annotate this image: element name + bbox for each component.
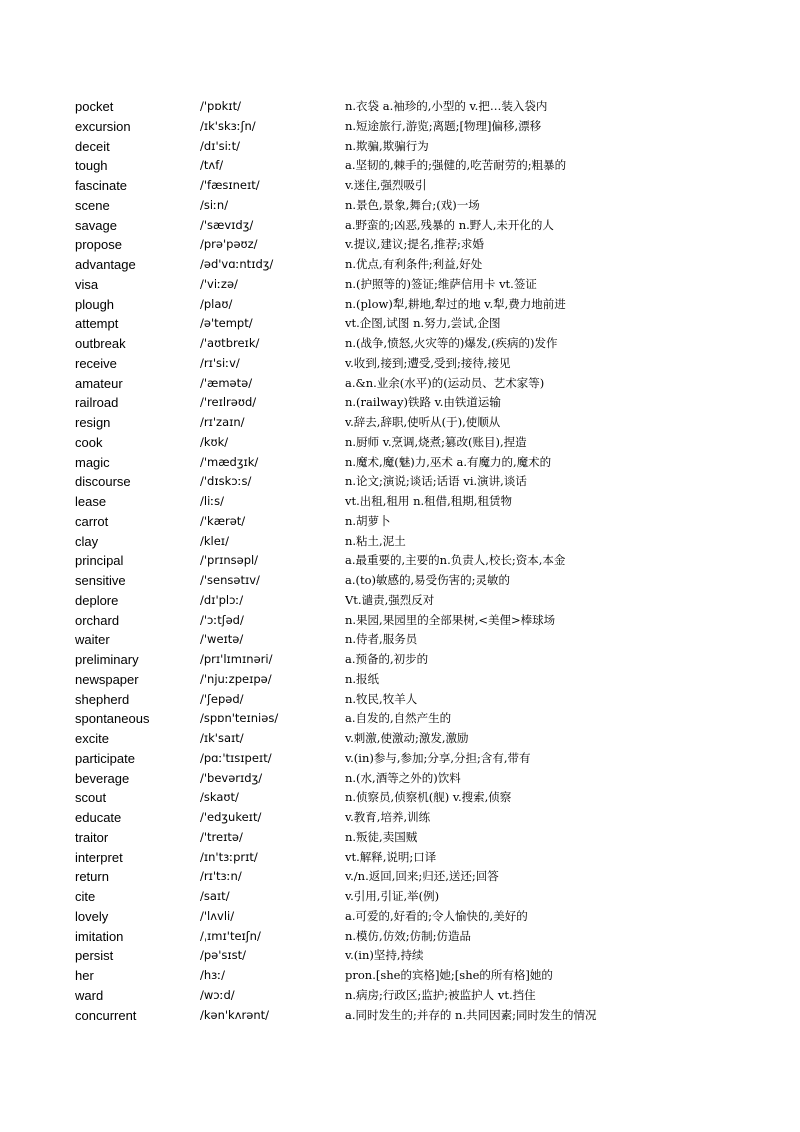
entry-phonetic: /'njuːzpeɪpə/ [200,671,272,686]
entry-phonetic: /hɜː/ [200,968,226,982]
entry-phonetic: /'viːzə/ [200,276,238,291]
vocab-entry [75,314,775,334]
entry-word: carrot [75,513,109,529]
entry-word: resign [75,415,111,430]
vocab-entry [75,374,775,394]
entry-definition: a.坚韧的,棘手的;强健的,吃苦耐劳的;粗暴的 [345,158,567,173]
entry-definition: n.模仿,仿效;仿制;仿造品 [345,928,471,943]
entry-word: fascinate [75,178,128,193]
entry-definition: vt.解释,说明;口译 [345,849,437,864]
entry-phonetic: /'prɪnsəpl/ [200,553,259,568]
entry-word: cite [75,889,96,904]
entry-definition: a.(to)敏感的,易受伤害的;灵敏的 [345,573,511,587]
entry-phonetic: /saɪt/ [200,889,230,903]
entry-definition: a.&n.业余(水平)的(运动员、艺术家等) [345,375,545,390]
vocab-entry [75,848,775,868]
entry-definition: a.预备的,初步的 [345,652,429,666]
vocab-entry [75,334,775,354]
entry-definition: n.论文;演说;谈话;话语 vi.演讲,谈话 [345,474,527,489]
entry-phonetic: /ə'tempt/ [200,316,253,331]
entry-word: her [75,968,94,983]
vocab-entry [75,196,775,216]
entry-word: cook [75,434,103,450]
entry-definition: n.牧民,牧羊人 [345,691,418,706]
vocab-entry [75,808,775,828]
entry-definition: v.刺激,使激动;激发,激励 [345,731,469,745]
vocab-entry [75,571,775,591]
entry-phonetic: /'dɪskɔːs/ [200,474,252,489]
entry-phonetic: /'edʒukeɪt/ [200,810,262,824]
entry-phonetic: /'sensətɪv/ [200,573,260,587]
entry-definition: n.叛徒,卖国贼 [345,829,418,844]
entry-definition: n.病房;行政区;监护;被监护人 vt.挡住 [345,987,536,1002]
entry-word: preliminary [75,652,139,667]
entry-phonetic: /'bevərɪdʒ/ [200,770,263,785]
entry-word: lovely [75,908,109,924]
entry-phonetic: /prə'pəʊz/ [200,237,258,252]
entry-definition: vt.出租,租用 n.租借,租期,租赁物 [345,494,512,508]
entry-word: plough [75,296,115,312]
entry-word: beverage [75,770,130,786]
entry-phonetic: /'weɪtə/ [200,632,244,647]
entry-definition: Vt.谴责,强烈反对 [345,592,435,607]
entry-phonetic: /pə'sɪst/ [200,948,247,963]
entry-phonetic: /'pɒkɪt/ [200,99,241,113]
vocab-entry [75,255,775,275]
entry-word: waiter [75,632,110,648]
entry-phonetic: /liːs/ [200,494,225,508]
entry-word: amateur [75,375,123,391]
entry-word: persist [75,948,114,964]
entry-phonetic: /kʊk/ [200,434,229,449]
vocab-entry [75,749,775,769]
entry-word: interpret [75,849,123,865]
entry-phonetic: /kən'kʌrənt/ [200,1007,269,1022]
entry-word: clay [75,533,99,549]
entry-word: concurrent [75,1007,137,1023]
entry-phonetic: /spɒn'teɪniəs/ [200,711,279,726]
entry-definition: n.粘土,泥土 [345,533,406,548]
entry-definition: a.可爱的,好看的;令人愉快的,美好的 [345,908,528,923]
entry-word: ward [75,987,104,1003]
vocab-entry [75,966,775,986]
entry-definition: a.野蛮的;凶恶,残暴的 n.野人,未开化的人 [345,217,554,232]
vocab-entry [75,492,775,512]
vocab-entry [75,216,775,236]
entry-word: advantage [75,257,136,272]
entry-phonetic: /ɪn'tɜːprɪt/ [200,849,258,864]
vocab-entry [75,690,775,710]
vocab-entry [75,453,775,473]
vocab-entry [75,769,775,789]
entry-word: participate [75,750,135,766]
entry-phonetic: /rɪ'zaɪn/ [200,415,245,429]
entry-definition: a.同时发生的;并存的 n.共同因素;同时发生的情况 [345,1007,597,1022]
entry-phonetic: /skaʊt/ [200,790,239,805]
vocab-entry [75,887,775,907]
entry-definition: v.引用,引证,举(例) [345,889,440,903]
entry-definition: v.迷住,强烈吸引 [345,178,427,192]
vocab-entry [75,986,775,1006]
entry-definition: n.(护照等的)签证;维萨信用卡 vt.签证 [345,276,537,291]
vocab-entry [75,354,775,374]
entry-word: outbreak [75,336,126,351]
entry-word: lease [75,494,107,509]
vocab-entry [75,729,775,749]
entry-definition: v.辞去,辞职,使听从(于),使顺从 [345,415,501,429]
vocab-entry [75,117,775,137]
entry-definition: v.(in)坚持,持续 [345,948,424,963]
entry-word: attempt [75,316,119,332]
entry-definition: n.景色,景象,舞台;(戏)一场 [345,197,480,212]
entry-word: scene [75,197,110,213]
entry-definition: v./n.返回,回来;归还,送还;回答 [345,869,499,884]
entry-word: orchard [75,612,120,628]
entry-word: educate [75,810,122,825]
entry-phonetic: /siːn/ [200,197,229,212]
entry-definition: v.收到,接到;遭受,受到;接待,接见 [345,355,511,370]
entry-word: railroad [75,395,119,411]
entry-word: tough [75,158,108,174]
entry-word: visa [75,276,99,292]
entry-phonetic: /ɪk'saɪt/ [200,731,244,745]
entry-definition: v.(in)参与,参加;分享,分担;含有,带有 [345,750,531,765]
vocab-entry [75,551,775,571]
entry-word: imitation [75,928,124,944]
entry-definition: n.短途旅行,游览;离题;[物理]偏移,漂移 [345,118,542,133]
vocab-entry [75,650,775,670]
entry-phonetic: /prɪ'lɪmɪnəri/ [200,652,273,666]
entry-phonetic: /rɪ'tɜːn/ [200,869,242,884]
vocab-entry [75,611,775,631]
vocab-entry [75,828,775,848]
vocab-entry [75,235,775,255]
entry-definition: n.侍者,服务员 [345,632,418,647]
entry-word: newspaper [75,671,139,687]
entry-phonetic: /'reɪlrəʊd/ [200,395,257,410]
entry-phonetic: /pɑː'tɪsɪpeɪt/ [200,750,272,765]
entry-word: savage [75,217,117,233]
entry-phonetic: /ˌɪmɪ'teɪʃn/ [200,928,261,943]
entry-phonetic: /'lʌvli/ [200,908,235,923]
entry-definition: n.侦察员,侦察机(舰) v.搜索,侦察 [345,790,512,805]
vocab-entry [75,532,775,552]
vocab-entry [75,97,775,117]
vocab-entry [75,156,775,176]
entry-phonetic: /'fæsɪneɪt/ [200,178,260,192]
entry-phonetic: /'æmətə/ [200,375,253,390]
entry-definition: n.报纸 [345,671,380,686]
entry-word: traitor [75,829,109,845]
entry-definition: v.提议,建议;提名,推荐;求婚 [345,237,484,252]
entry-phonetic: /'ɔːtʃəd/ [200,612,244,627]
entry-definition: n.厨师 v.烹调,烧煮;篡改(账目),捏造 [345,434,527,449]
entry-phonetic: /dɪ'siːt/ [200,138,241,153]
entry-phonetic: /əd'vɑːntɪdʒ/ [200,257,274,271]
vocab-entry [75,927,775,947]
entry-definition: n.(railway)铁路 v.由铁道运输 [345,395,501,410]
entry-definition: n.魔术,魔(魅)力,巫术 a.有魔力的,魔术的 [345,454,552,469]
entry-definition: n.(战争,愤怒,火灾等的)爆发,(疾病的)发作 [345,336,558,350]
entry-word: return [75,869,109,885]
entry-definition: n.(水,酒等之外的)饮料 [345,770,461,785]
vocab-entry [75,137,775,157]
entry-word: deceit [75,138,110,154]
entry-phonetic: /kleɪ/ [200,533,229,548]
entry-definition: n.衣袋 a.袖珍的,小型的 v.把…装入袋内 [345,99,548,113]
entry-word: receive [75,355,117,371]
entry-word: scout [75,790,107,806]
vocab-entry [75,295,775,315]
vocab-entry [75,630,775,650]
vocab-entry [75,946,775,966]
entry-phonetic: /'mædʒɪk/ [200,454,259,469]
vocabulary-list [75,97,775,1025]
vocab-entry [75,393,775,413]
entry-definition: v.教育,培养,训练 [345,810,431,824]
entry-phonetic: /ɪk'skɜːʃn/ [200,118,256,133]
vocab-entry [75,472,775,492]
vocab-entry [75,275,775,295]
entry-phonetic: /dɪ'plɔː/ [200,592,244,607]
entry-phonetic: /'treɪtə/ [200,829,243,844]
vocab-entry [75,1006,775,1026]
vocab-entry [75,591,775,611]
entry-word: deplore [75,592,119,608]
entry-phonetic: /rɪ'siːv/ [200,355,240,370]
entry-word: shepherd [75,691,130,707]
entry-definition: a.最重要的,主要的n.负责人,校长;资本,本金 [345,553,566,568]
vocab-entry [75,907,775,927]
entry-definition: a.自发的,自然产生的 [345,711,452,726]
vocab-entry [75,512,775,532]
entry-definition: n.(plow)犁,耕地,犁过的地 v.犁,费力地前进 [345,296,566,311]
entry-word: discourse [75,474,131,490]
entry-definition: n.胡萝卜 [345,513,391,528]
vocab-entry [75,788,775,808]
entry-phonetic: /'aʊtbreɪk/ [200,336,260,350]
entry-word: spontaneous [75,711,150,727]
entry-phonetic: /wɔːd/ [200,987,235,1002]
entry-word: excite [75,731,109,746]
vocab-entry [75,709,775,729]
entry-phonetic: /'sævɪdʒ/ [200,217,254,232]
entry-phonetic: /'ʃepəd/ [200,691,244,706]
vocab-entry [75,867,775,887]
entry-definition: pron.[she的宾格]她;[she的所有格]她的 [345,968,553,982]
vocab-entry [75,176,775,196]
entry-definition: n.优点,有利条件;利益,好处 [345,257,483,271]
entry-definition: vt.企图,试图 n.努力,尝试,企图 [345,316,501,331]
entry-word: principal [75,553,124,569]
entry-phonetic: /tʌf/ [200,158,224,173]
entry-word: excursion [75,118,131,134]
vocab-entry [75,670,775,690]
entry-word: propose [75,237,122,253]
vocab-entry [75,413,775,433]
entry-definition: n.欺骗,欺骗行为 [345,138,429,153]
vocab-entry [75,433,775,453]
entry-phonetic: /'kærət/ [200,513,246,528]
entry-definition: n.果园,果园里的全部果树,<美俚>棒球场 [345,612,556,627]
entry-word: magic [75,454,110,470]
entry-word: pocket [75,99,114,114]
entry-phonetic: /plaʊ/ [200,296,233,311]
entry-word: sensitive [75,573,126,588]
